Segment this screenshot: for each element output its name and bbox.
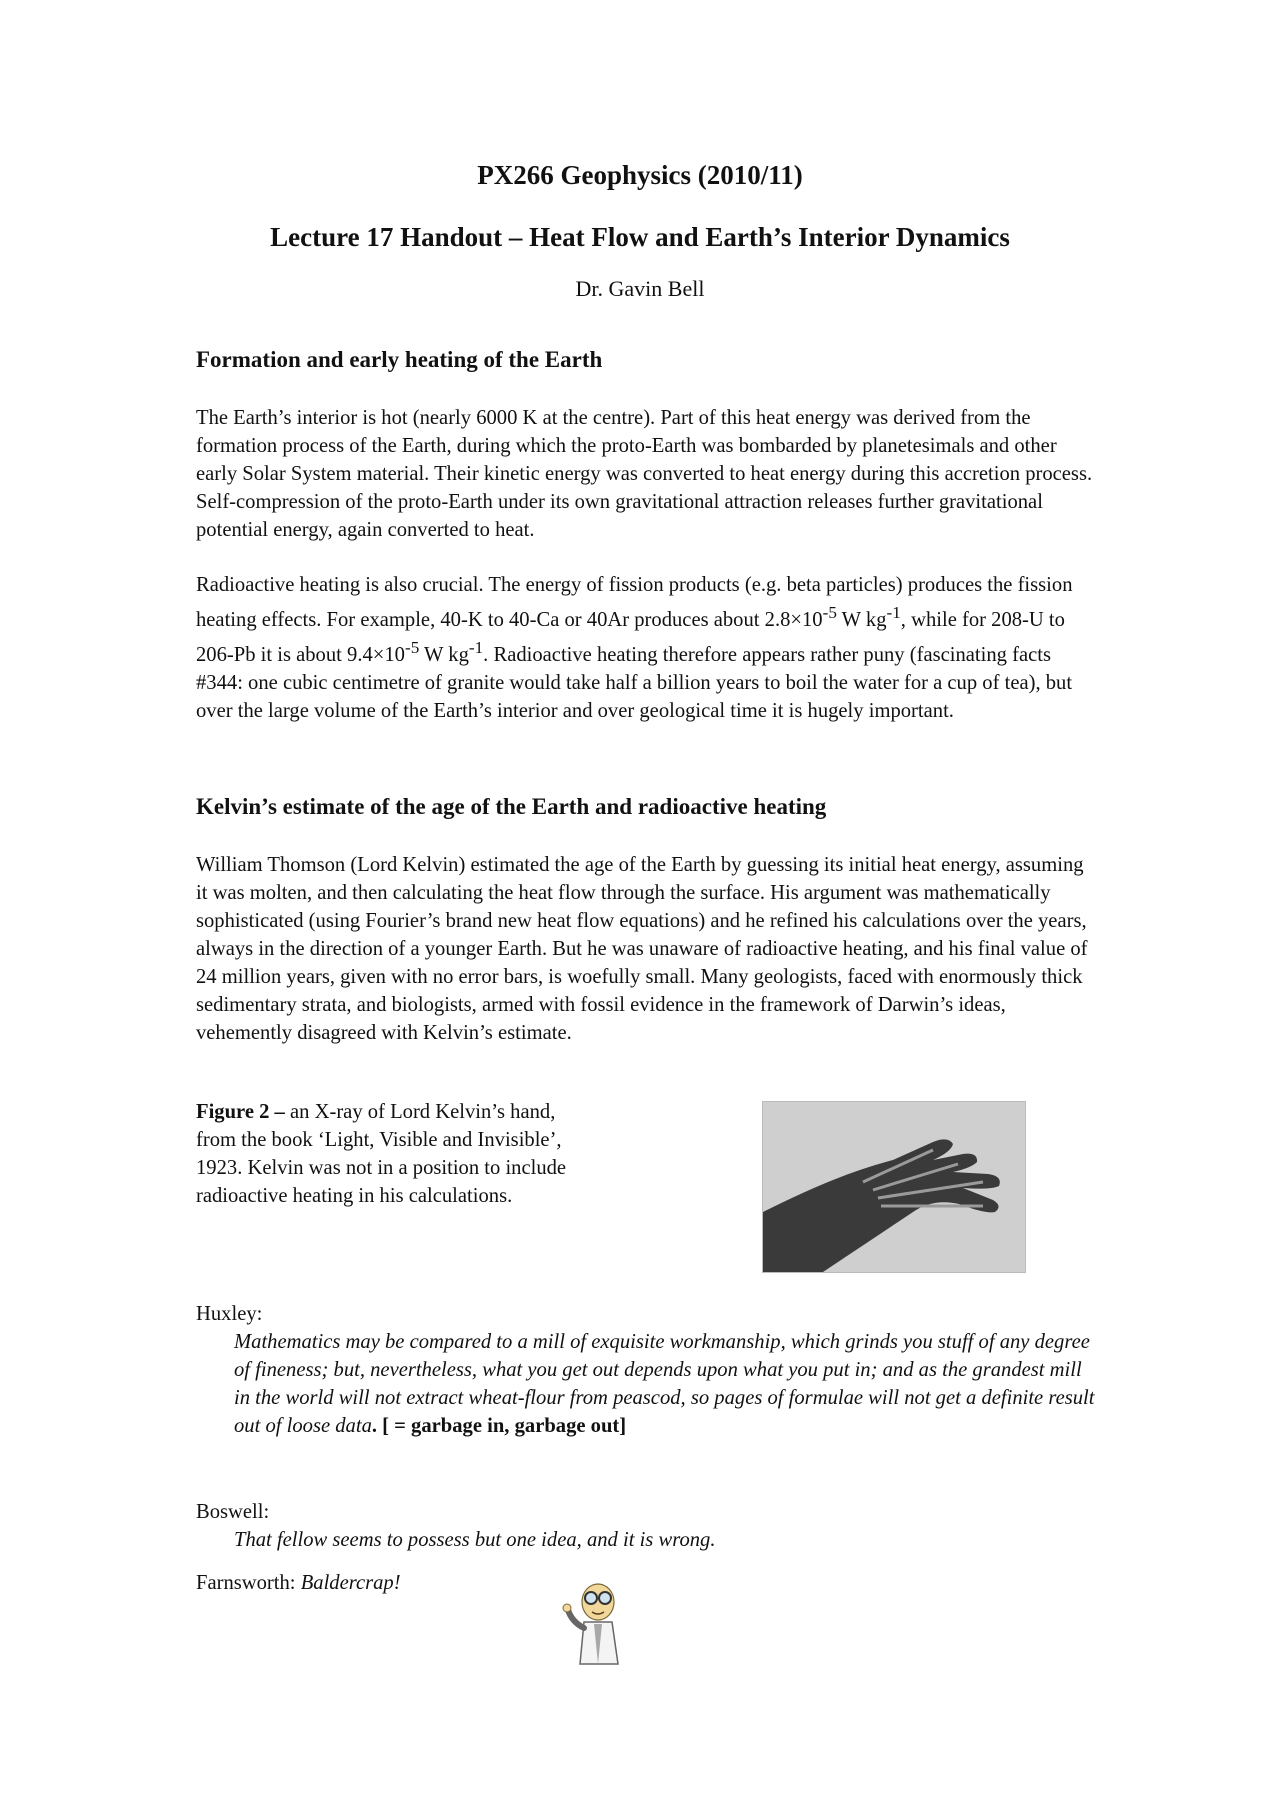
radioactive-paragraph-text [196, 571, 1096, 725]
section-heading-kelvin: Kelvin’s estimate of the age of the Earth and radioactive heating [196, 794, 827, 819]
figure-label: Figure 2 – [196, 1101, 285, 1123]
section-formation [196, 347, 1096, 373]
lecture-title: Lecture 17 Handout – Heat Flow and Earth’s Interior Dynamics [270, 222, 1010, 252]
farnsworth-text: Baldercrap! [300, 1572, 401, 1594]
hand-xray-icon [763, 1102, 1025, 1272]
boswell-name: Boswell: [196, 1501, 270, 1523]
huxley-tag: . [ = garbage in, garbage out] [371, 1415, 627, 1437]
course-title: PX266 Geophysics (2010/11) [477, 160, 803, 190]
figure-caption-text: an X-ray of Lord Kelvin’s hand, from the book ‘Light, Visible and Invisible’, 1923. Kelvin was not in a position to include radioactive heating in his calculations. [196, 1101, 567, 1207]
para2-part-b: W kg [836, 608, 887, 631]
kelvin-paragraph-text: William Thomson (Lord Kelvin) estimated the age of the Earth by guessing its initial heat energy, assuming it was molten, and then calculating the heat flow through the surface. His argument was mathematically sophisticated (using Fourier’s brand new heat flow equations) and he refined his calculations over the years, always in the direction of a younger Earth. But he was unaware of radioactive heating, and his final value of 24 million years, given with no error bars, is woefully small. Many geologists, faced with enormously thick sedimentary strata, and biologists, armed with fossil evidence in the framework of Darwin’s ideas, vehemently disagreed with Kelvin’s estimate. [196, 854, 1088, 1044]
farnsworth-quote [196, 1569, 1096, 1597]
kelvin-paragraph [196, 851, 1096, 1047]
para2-part-d: W kg [419, 643, 469, 666]
formation-paragraph-text: The Earth’s interior is hot (nearly 6000 K at the centre). Part of this heat energy was derived from the formation process of the Earth, during which the proto-Earth was bombarded by planetesimals and other early Solar System material. Their kinetic energy was converted to heat energy during this accretion process. Self-compression of the proto-Earth under its own gravitational attraction releases further gravitational potential energy, again converted to heat. [196, 407, 1093, 541]
huxley-quote [196, 1300, 1096, 1440]
radioactive-paragraph [196, 571, 1096, 725]
figure-caption [196, 1098, 596, 1210]
exponent: -5 [404, 637, 420, 657]
cartoon-professor-image [550, 1572, 646, 1668]
section-kelvin [196, 794, 1096, 820]
exponent: -1 [886, 603, 901, 622]
exponent: -1 [468, 637, 484, 657]
exponent: -5 [822, 603, 837, 622]
para2-part-a: Radioactive heating is also crucial. The energy of fission products (e.g. beta particles) produces the fission heating effects. For example, 40-K to 40-Ca or 40Ar produces about 2.8×10 [196, 574, 1073, 631]
boswell-quote [196, 1498, 1096, 1554]
farnsworth-line [196, 1569, 1096, 1597]
para2-part-e: . Radioactive heating therefore appears rather puny (fascinating facts #344: one cubic centimetre of granite would take half a billion years to boil the water for a cup of tea), but over the large volume of the Earth’s interior and over geological time it is hugely important. [196, 643, 1073, 722]
formation-paragraph [196, 404, 1096, 544]
huxley-quote-text [234, 1328, 1096, 1440]
huxley-text: Mathematics may be compared to a mill of exquisite workmanship, which grinds you stuff of any degree of fineness; but, nevertheless, what you get out depends upon what you put in; and as the grandest mill in the world will not extract wheat-flour from peascod, so pages of formulae will not get a definite result out of loose data [234, 1331, 1095, 1437]
author: Dr. Gavin Bell [575, 276, 705, 301]
farnsworth-name: Farnsworth: [196, 1572, 301, 1594]
professor-cartoon-icon [550, 1572, 646, 1668]
xray-hand-image [762, 1101, 1026, 1273]
para2-part-c: , while for 208-U to 206-Pb it is about 9.4×10 [196, 608, 1065, 666]
huxley-name: Huxley: [196, 1303, 263, 1325]
section-heading-formation: Formation and early heating of the Earth [196, 347, 603, 372]
boswell-quote-text: That fellow seems to possess but one idea, and it is wrong. [234, 1529, 716, 1551]
